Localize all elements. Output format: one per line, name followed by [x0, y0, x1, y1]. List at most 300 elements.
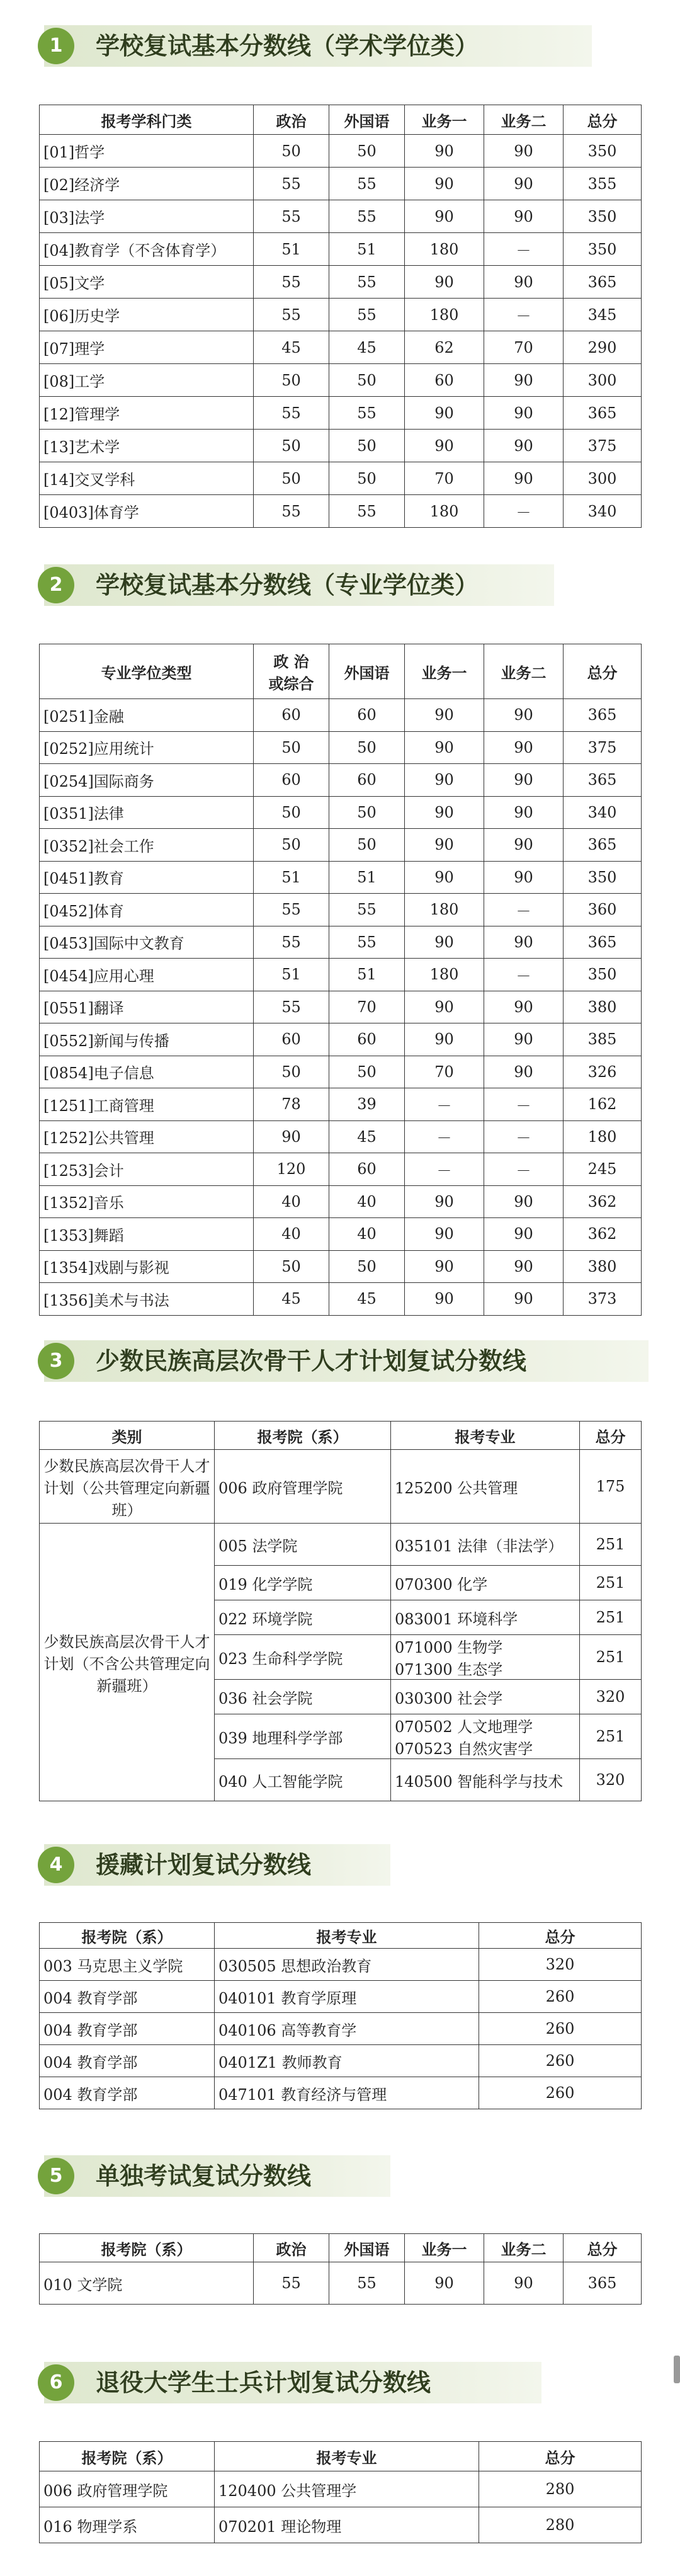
table-row: [40, 2471, 642, 2507]
table-cell: 90: [484, 861, 564, 894]
table-cell: 50: [254, 731, 329, 764]
table-row: [40, 462, 642, 495]
table-cell: 60: [254, 764, 329, 797]
column-header: 类别: [40, 1422, 215, 1450]
table-cell: 78: [254, 1088, 329, 1121]
table-cell: 51: [329, 959, 405, 991]
table-cell: 245: [564, 1153, 642, 1186]
table-cell: 70: [405, 1056, 484, 1088]
table-cell: －: [405, 1088, 484, 1121]
table-cell: 90: [484, 168, 564, 200]
table-cell: 55: [254, 299, 329, 331]
table-cell: 90: [484, 1185, 564, 1218]
table-cell: 180: [405, 233, 484, 266]
column-header: 业务二: [484, 105, 564, 135]
table-cell: 50: [329, 731, 405, 764]
column-header: 报考院（系）: [40, 1923, 215, 1949]
table-row: [40, 1949, 642, 1981]
table-cell: 362: [564, 1218, 642, 1251]
table-cell: 180: [405, 299, 484, 331]
table-cell: 251: [580, 1600, 642, 1635]
table-cell: 90: [405, 1218, 484, 1251]
table-row: [40, 991, 642, 1023]
table-cell: 260: [479, 2077, 642, 2109]
section-title: 援藏计划复试分数线: [96, 1851, 312, 1879]
table-cell: 45: [329, 1283, 405, 1316]
table-cell: 90: [484, 991, 564, 1023]
table-cell: [08]工学: [40, 364, 254, 397]
table-cell: [0352]社会工作: [40, 829, 254, 862]
table-cell: [0252]应用统计: [40, 731, 254, 764]
table-cell: 90: [405, 926, 484, 959]
column-header: 总分: [564, 2234, 642, 2262]
column-header: 总分: [564, 644, 642, 699]
table-cell: －: [405, 1120, 484, 1153]
table-cell: －: [484, 1153, 564, 1186]
section-4-banner: [25, 1837, 390, 1893]
table-cell: 004 教育学部: [40, 2013, 215, 2045]
column-header: 政 治 或综合: [254, 644, 329, 699]
professional-degree-score-table: [39, 644, 642, 1316]
table-cell: 320: [479, 1949, 642, 1981]
table-cell: 345: [564, 299, 642, 331]
header-row: [40, 1422, 642, 1450]
table-cell: 385: [564, 1023, 642, 1056]
table-cell: 90: [405, 200, 484, 233]
table-cell: 90: [405, 764, 484, 797]
header-row: [40, 2442, 642, 2471]
table-cell: 022 环境学院: [215, 1600, 391, 1635]
table-cell: 047101 教育经济与管理: [215, 2077, 479, 2109]
column-header: 专业学位类型: [40, 644, 254, 699]
table-cell: 326: [564, 1056, 642, 1088]
table-cell: [1353]舞蹈: [40, 1218, 254, 1251]
table-row: [40, 200, 642, 233]
table-cell: 140500 智能科学与技术: [391, 1759, 580, 1801]
table-cell: 004 教育学部: [40, 2045, 215, 2077]
table-row: [40, 861, 642, 894]
table-cell: 60: [329, 699, 405, 732]
table-cell: 60: [254, 699, 329, 732]
table-cell: 300: [564, 364, 642, 397]
table-cell: 90: [484, 1023, 564, 1056]
table-row: [40, 926, 642, 959]
table-cell: [13]艺术学: [40, 430, 254, 462]
table-cell: 60: [405, 364, 484, 397]
section-number-badge: 4: [38, 1847, 74, 1883]
category-cell: 少数民族高层次骨干人才计划（不含公共管理定向新疆班）: [40, 1524, 215, 1801]
table-cell: 90: [405, 397, 484, 430]
table-cell: 90: [484, 699, 564, 732]
table-cell: 355: [564, 168, 642, 200]
table-cell: [1251]工商管理: [40, 1088, 254, 1121]
table-cell: 280: [479, 2507, 642, 2543]
table-cell: 90: [484, 397, 564, 430]
table-cell: 030300 社会学: [391, 1680, 580, 1714]
table-cell: [04]教育学（不含体育学）: [40, 233, 254, 266]
academic-degree-score-table: [39, 105, 642, 528]
table-cell: 300: [564, 462, 642, 495]
table-row: [40, 397, 642, 430]
table-row: [40, 2262, 642, 2305]
section-title: 学校复试基本分数线（专业学位类）: [96, 571, 479, 599]
table-cell: 362: [564, 1185, 642, 1218]
table-cell: 040106 高等教育学: [215, 2013, 479, 2045]
minority-plan-score-table: [39, 1421, 642, 1801]
table-cell: 55: [329, 200, 405, 233]
table-cell: 51: [254, 233, 329, 266]
table-cell: 70: [405, 462, 484, 495]
table-cell: 90: [405, 1283, 484, 1316]
table-cell: 375: [564, 731, 642, 764]
table-cell: [1352]音乐: [40, 1185, 254, 1218]
table-row: [40, 959, 642, 991]
table-cell: 51: [329, 861, 405, 894]
table-cell: 50: [254, 364, 329, 397]
table-cell: 004 教育学部: [40, 2077, 215, 2109]
table-row: [40, 495, 642, 528]
table-cell: 90: [405, 430, 484, 462]
table-row: [40, 2045, 642, 2077]
column-header: 总分: [564, 105, 642, 135]
table-row: [40, 1981, 642, 2013]
table-cell: 40: [254, 1218, 329, 1251]
table-row: [40, 1185, 642, 1218]
table-row: [40, 266, 642, 299]
table-cell: 360: [564, 894, 642, 926]
table-cell: 50: [254, 430, 329, 462]
table-row: [40, 1023, 642, 1056]
section-5-banner: [25, 2148, 390, 2204]
table-cell: 90: [405, 796, 484, 829]
table-cell: 55: [329, 397, 405, 430]
table-cell: 55: [329, 266, 405, 299]
table-cell: 340: [564, 796, 642, 829]
table-cell: 0401Z1 教师教育: [215, 2045, 479, 2077]
column-header: 业务一: [405, 644, 484, 699]
table-cell: 90: [405, 731, 484, 764]
table-row: [40, 233, 642, 266]
column-header: 业务二: [484, 644, 564, 699]
table-row: [40, 1120, 642, 1153]
table-row: [40, 894, 642, 926]
table-cell: 365: [564, 397, 642, 430]
category-cell: 少数民族高层次骨干人才计划（公共管理定向新疆班）: [40, 1450, 215, 1524]
table-row: [40, 731, 642, 764]
header-row: [40, 2234, 642, 2262]
table-row: [40, 796, 642, 829]
table-cell: 365: [564, 699, 642, 732]
table-cell: [0254]国际商务: [40, 764, 254, 797]
table-cell: 90: [484, 1056, 564, 1088]
table-cell: 365: [564, 926, 642, 959]
column-header: 报考学科门类: [40, 105, 254, 135]
section-title: 学校复试基本分数线（学术学位类）: [96, 32, 479, 60]
table-row: [40, 1250, 642, 1283]
table-row: [40, 364, 642, 397]
column-header: 总分: [580, 1422, 642, 1450]
table-cell: 040101 教育学原理: [215, 1981, 479, 2013]
table-cell: [0351]法律: [40, 796, 254, 829]
table-cell: 380: [564, 1250, 642, 1283]
table-cell: 90: [484, 200, 564, 233]
column-header: 报考院（系）: [215, 1422, 391, 1450]
table-cell: 180: [405, 894, 484, 926]
table-row: [40, 764, 642, 797]
veteran-plan-score-table: [39, 2441, 642, 2543]
table-cell: [1356]美术与书法: [40, 1283, 254, 1316]
table-cell: 55: [254, 894, 329, 926]
table-cell: 260: [479, 1981, 642, 2013]
table-cell: 90: [484, 764, 564, 797]
table-cell: 51: [254, 959, 329, 991]
table-cell: 55: [254, 200, 329, 233]
table-row: [40, 2013, 642, 2045]
table-row: [40, 1450, 642, 1524]
header-row: [40, 644, 642, 699]
table-cell: [0854]电子信息: [40, 1056, 254, 1088]
table-cell: 039 地理科学学部: [215, 1714, 391, 1759]
section-number-badge: 5: [38, 2158, 74, 2194]
table-cell: 39: [329, 1088, 405, 1121]
table-cell: 55: [329, 926, 405, 959]
table-cell: 120: [254, 1153, 329, 1186]
table-cell: 90: [405, 168, 484, 200]
table-cell: 90: [405, 861, 484, 894]
table-cell: 62: [405, 331, 484, 364]
table-cell: 180: [405, 959, 484, 991]
section-6-banner: [25, 2354, 541, 2411]
table-cell: 50: [329, 829, 405, 862]
table-cell: 50: [329, 462, 405, 495]
table-cell: 55: [254, 926, 329, 959]
table-cell: －: [484, 959, 564, 991]
column-header: 报考专业: [215, 2442, 479, 2471]
table-cell: 90: [484, 1283, 564, 1316]
table-row: [40, 430, 642, 462]
table-cell: [07]理学: [40, 331, 254, 364]
header-row: [40, 105, 642, 135]
table-cell: 350: [564, 861, 642, 894]
table-cell: 45: [329, 331, 405, 364]
table-cell: [0451]教育: [40, 861, 254, 894]
table-cell: 50: [329, 1250, 405, 1283]
column-header: 外国语: [329, 644, 405, 699]
table-cell: 162: [564, 1088, 642, 1121]
table-cell: 175: [580, 1450, 642, 1524]
table-cell: 55: [254, 2262, 329, 2305]
column-header: 外国语: [329, 105, 405, 135]
table-cell: 55: [254, 991, 329, 1023]
table-row: [40, 699, 642, 732]
table-cell: 180: [564, 1120, 642, 1153]
table-row: [40, 1153, 642, 1186]
table-cell: 340: [564, 495, 642, 528]
table-cell: 45: [254, 1283, 329, 1316]
table-cell: 120400 公共管理学: [215, 2471, 479, 2507]
table-cell: 90: [405, 1250, 484, 1283]
table-cell: 55: [329, 495, 405, 528]
table-cell: 90: [405, 829, 484, 862]
table-cell: 40: [329, 1218, 405, 1251]
table-row: [40, 2077, 642, 2109]
table-cell: 070300 化学: [391, 1566, 580, 1600]
table-row: [40, 1524, 642, 1566]
table-cell: 90: [484, 796, 564, 829]
column-header: 业务一: [405, 2234, 484, 2262]
table-cell: 55: [329, 894, 405, 926]
table-cell: 90: [405, 1185, 484, 1218]
table-cell: －: [484, 233, 564, 266]
table-cell: －: [484, 894, 564, 926]
table-cell: 90: [484, 926, 564, 959]
tibet-plan-score-table: [39, 1922, 642, 2109]
section-title: 单独考试复试分数线: [96, 2162, 312, 2190]
table-cell: 40: [254, 1185, 329, 1218]
table-cell: 50: [254, 829, 329, 862]
column-header: 外国语: [329, 2234, 405, 2262]
column-header: 政治: [254, 105, 329, 135]
table-cell: 90: [484, 829, 564, 862]
scrollbar-thumb[interactable]: [674, 2356, 680, 2383]
table-cell: 55: [254, 397, 329, 430]
table-cell: 55: [254, 266, 329, 299]
table-row: [40, 299, 642, 331]
section-1-banner: [25, 18, 592, 74]
table-cell: 365: [564, 829, 642, 862]
table-cell: 016 物理学系: [40, 2507, 215, 2543]
table-cell: 083001 环境科学: [391, 1600, 580, 1635]
section-title: 退役大学生士兵计划复试分数线: [96, 2369, 431, 2396]
table-cell: [0251]金融: [40, 699, 254, 732]
table-cell: [01]哲学: [40, 135, 254, 168]
table-cell: 251: [580, 1635, 642, 1680]
column-header: 报考专业: [215, 1923, 479, 1949]
table-cell: 030505 思想政治教育: [215, 1949, 479, 1981]
table-cell: [1253]会计: [40, 1153, 254, 1186]
section-3-banner: [25, 1333, 649, 1389]
table-row: [40, 168, 642, 200]
table-cell: 380: [564, 991, 642, 1023]
column-header: 总分: [479, 1923, 642, 1949]
table-cell: 373: [564, 1283, 642, 1316]
table-cell: 375: [564, 430, 642, 462]
table-cell: 90: [405, 135, 484, 168]
section-number-badge: 2: [38, 567, 74, 603]
table-row: [40, 331, 642, 364]
table-cell: 350: [564, 135, 642, 168]
table-cell: 90: [405, 699, 484, 732]
table-cell: 55: [254, 495, 329, 528]
table-cell: [1252]公共管理: [40, 1120, 254, 1153]
table-cell: [0454]应用心理: [40, 959, 254, 991]
table-cell: [0552]新闻与传播: [40, 1023, 254, 1056]
table-cell: －: [484, 1088, 564, 1121]
table-cell: 60: [254, 1023, 329, 1056]
table-cell: 50: [329, 135, 405, 168]
table-cell: 320: [580, 1759, 642, 1801]
table-cell: 90: [484, 364, 564, 397]
column-header: 业务二: [484, 2234, 564, 2262]
header-row: [40, 1923, 642, 1949]
table-cell: 180: [405, 495, 484, 528]
table-cell: 350: [564, 200, 642, 233]
table-cell: 45: [329, 1120, 405, 1153]
table-cell: 003 马克思主义学院: [40, 1949, 215, 1981]
table-cell: －: [484, 1120, 564, 1153]
table-cell: 50: [329, 430, 405, 462]
table-cell: [0403]体育学: [40, 495, 254, 528]
table-cell: 350: [564, 959, 642, 991]
table-cell: [03]法学: [40, 200, 254, 233]
table-cell: 006 政府管理学院: [40, 2471, 215, 2507]
table-cell: 50: [329, 796, 405, 829]
table-row: [40, 1218, 642, 1251]
table-cell: 070502 人文地理学 070523 自然灾害学: [391, 1714, 580, 1759]
table-cell: 350: [564, 233, 642, 266]
table-cell: 365: [564, 2262, 642, 2305]
table-cell: 60: [329, 1023, 405, 1056]
table-cell: 50: [254, 796, 329, 829]
table-cell: 51: [329, 233, 405, 266]
separate-exam-score-table: [39, 2233, 642, 2305]
table-row: [40, 135, 642, 168]
table-cell: 55: [329, 168, 405, 200]
table-cell: 070201 理论物理: [215, 2507, 479, 2543]
table-cell: 90: [484, 2262, 564, 2305]
column-header: 报考院（系）: [40, 2234, 254, 2262]
table-cell: [0551]翻译: [40, 991, 254, 1023]
table-cell: 55: [254, 168, 329, 200]
table-cell: －: [484, 495, 564, 528]
table-cell: 90: [405, 2262, 484, 2305]
table-cell: 60: [329, 764, 405, 797]
table-cell: 90: [484, 266, 564, 299]
table-cell: [1354]戏剧与影视: [40, 1250, 254, 1283]
table-cell: 55: [329, 299, 405, 331]
table-cell: [12]管理学: [40, 397, 254, 430]
table-cell: [0452]体育: [40, 894, 254, 926]
table-cell: 035101 法律（非法学）: [391, 1524, 580, 1566]
table-cell: 90: [254, 1120, 329, 1153]
table-row: [40, 1283, 642, 1316]
table-cell: 90: [405, 991, 484, 1023]
table-cell: 45: [254, 331, 329, 364]
table-cell: 260: [479, 2013, 642, 2045]
table-row: [40, 2507, 642, 2543]
table-cell: 90: [484, 462, 564, 495]
table-cell: 005 法学院: [215, 1524, 391, 1566]
table-cell: 010 文学院: [40, 2262, 254, 2305]
column-header: 政治: [254, 2234, 329, 2262]
table-cell: 60: [329, 1153, 405, 1186]
table-cell: 50: [254, 1250, 329, 1283]
table-cell: 320: [580, 1680, 642, 1714]
table-cell: 260: [479, 2045, 642, 2077]
section-number-badge: 1: [38, 28, 74, 64]
table-cell: 251: [580, 1566, 642, 1600]
table-cell: 040 人工智能学院: [215, 1759, 391, 1801]
table-cell: 70: [329, 991, 405, 1023]
table-cell: 90: [484, 430, 564, 462]
table-cell: 004 教育学部: [40, 1981, 215, 2013]
table-cell: 006 政府管理学院: [215, 1450, 391, 1524]
table-cell: 290: [564, 331, 642, 364]
table-cell: 50: [329, 364, 405, 397]
table-cell: 365: [564, 266, 642, 299]
column-header: 报考专业: [391, 1422, 580, 1450]
table-cell: 50: [254, 135, 329, 168]
